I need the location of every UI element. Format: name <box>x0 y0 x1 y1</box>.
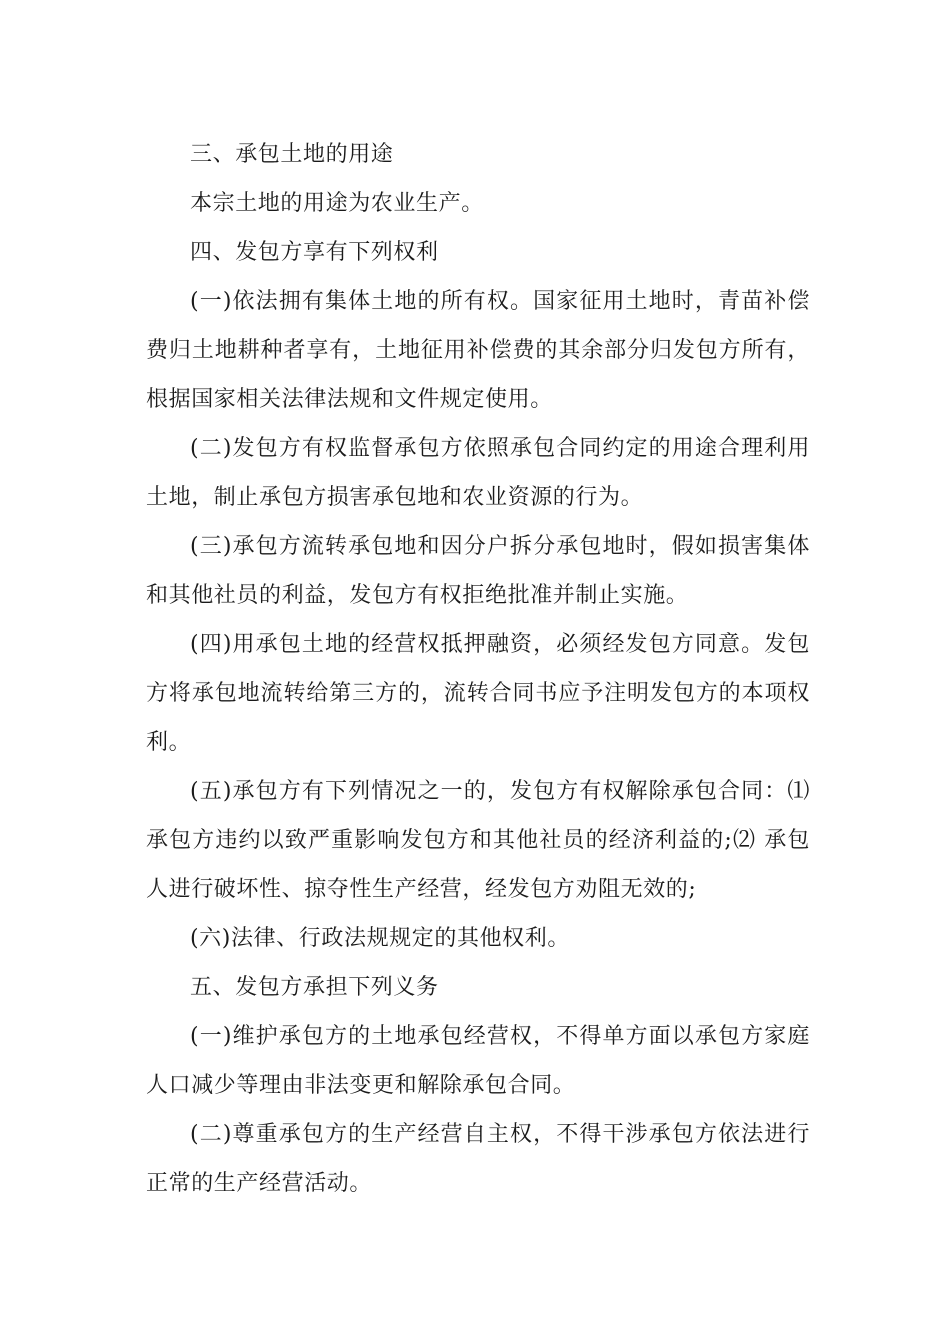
paragraph-right-6: (六)法律、行政法规规定的其他权利。 <box>190 926 570 951</box>
paragraph-right-2: (二)发包方有权监督承包方依照承包合同约定的用途合理利用土地，制止承包方损害承包地和农业资源的行为。 <box>146 436 810 510</box>
section-heading-contractor-obligations: 五、发包方承担下列义务 <box>190 975 439 1000</box>
paragraph-obligation-2: (二)尊重承包方的生产经营自主权，不得干涉承包方依法进行正常的生产经营活动。 <box>146 1122 810 1196</box>
paragraph-right-1: (一)依法拥有集体土地的所有权。国家征用土地时，青苗补偿费归土地耕种者享有，土地征用补偿费的其余部分归发包方所有，根据国家相关法律法规和文件规定使用。 <box>146 289 810 412</box>
paragraph-land-use: 本宗土地的用途为农业生产。 <box>190 191 484 216</box>
paragraph-right-4: (四)用承包土地的经营权抵押融资，必须经发包方同意。发包方将承包地流转给第三方的，流转合同书应予注明发包方的本项权利。 <box>146 632 810 755</box>
section-heading-contractor-rights: 四、发包方享有下列权利 <box>190 240 439 265</box>
section-heading-land-use: 三、承包土地的用途 <box>190 142 394 167</box>
document-body <box>146 130 810 1208</box>
paragraph-right-3: (三)承包方流转承包地和因分户拆分承包地时，假如损害集体和其他社员的利益，发包方有权拒绝批准并制止实施。 <box>146 534 810 608</box>
paragraph-right-5: (五)承包方有下列情况之一的，发包方有权解除承包合同：⑴承包方违约以致严重影响发包方和其他社员的经济利益的;⑵ 承包人进行破坏性、掠夺性生产经营，经发包方劝阻无效的; <box>146 779 810 902</box>
paragraph-obligation-1: (一)维护承包方的土地承包经营权，不得单方面以承包方家庭人口减少等理由非法变更和解除承包合同。 <box>146 1024 810 1098</box>
